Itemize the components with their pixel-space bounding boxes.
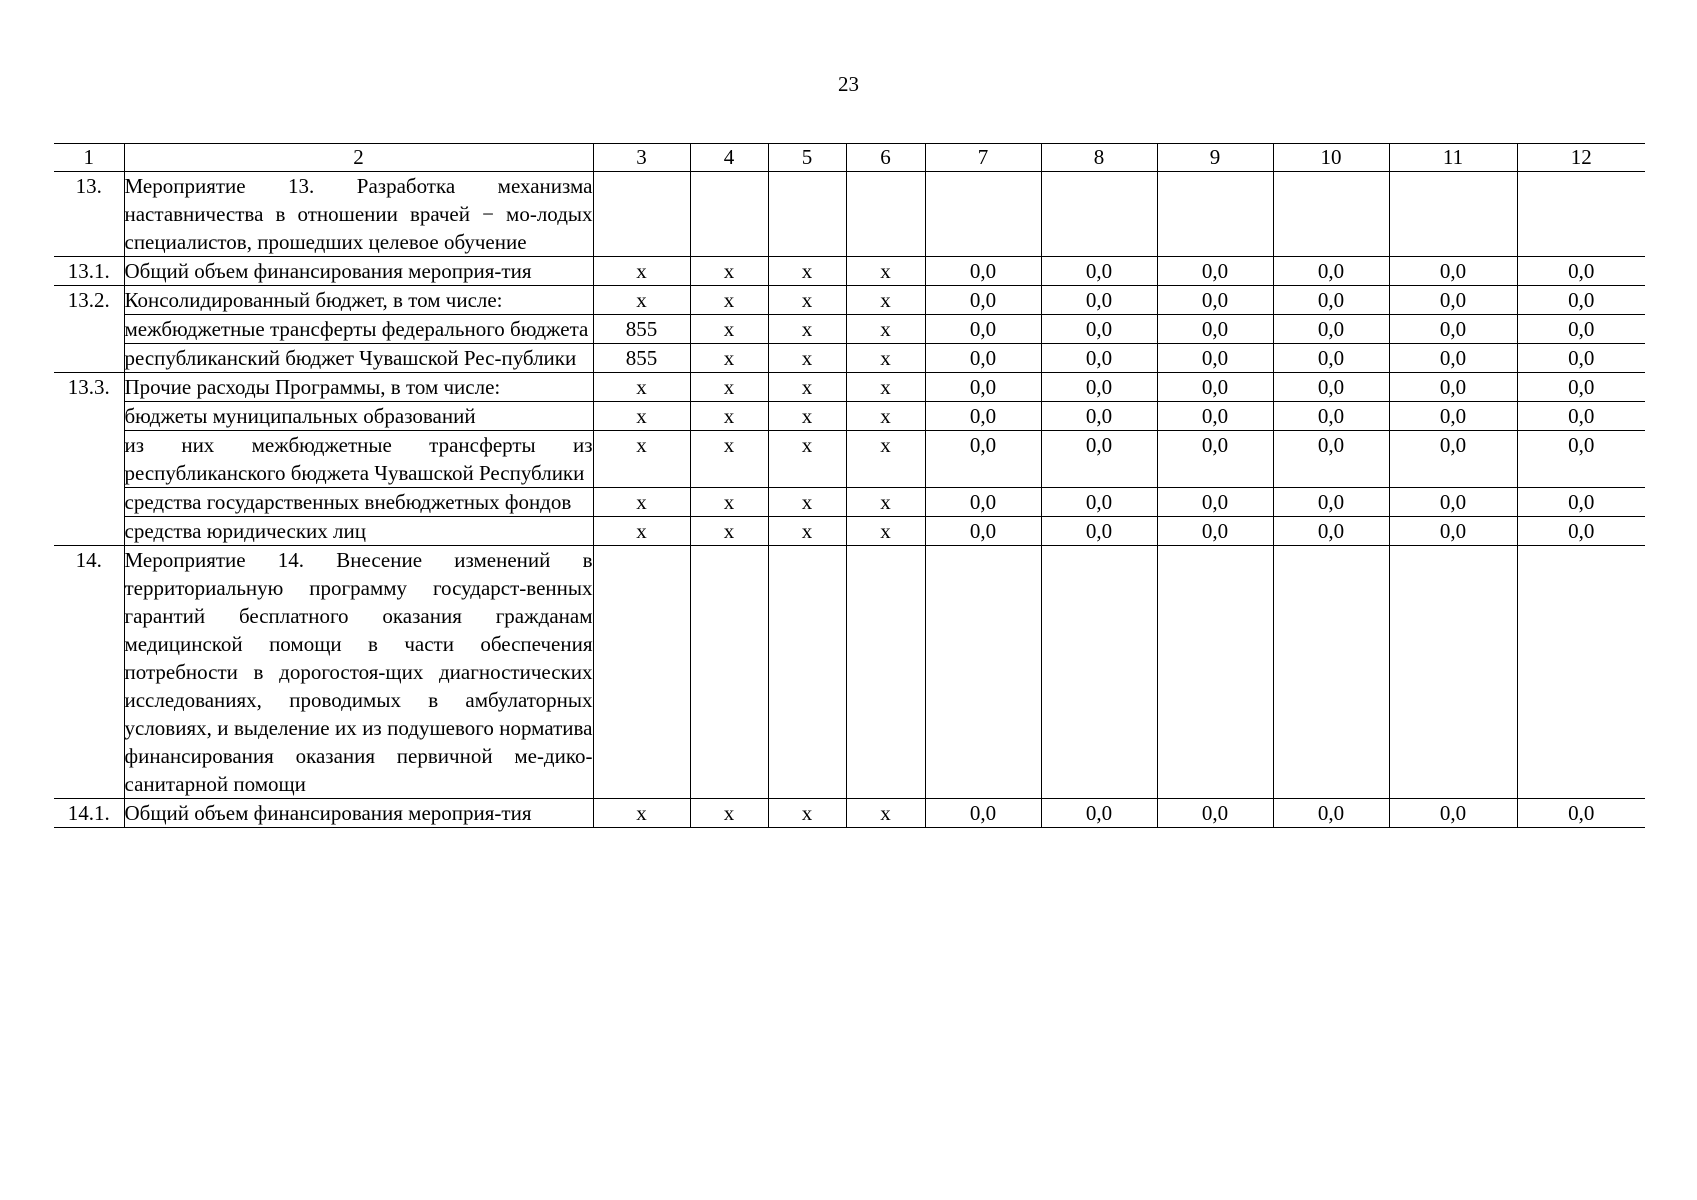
value-cell [593,546,690,799]
value-cell: х [846,286,925,315]
value-cell: 0,0 [925,315,1041,344]
table-row [54,315,1645,344]
table-row [54,402,1645,431]
value-cell [1389,172,1517,257]
value-cell: 0,0 [1273,799,1389,828]
value-cell: х [593,431,690,488]
row-description: Общий объем финансирования мероприя-тия [124,799,593,828]
value-cell: х [768,517,846,546]
budget-table [54,143,1645,828]
table-row [54,257,1645,286]
value-cell [768,172,846,257]
value-cell: х [593,402,690,431]
row-number [54,517,124,546]
value-cell: 0,0 [1517,257,1645,286]
value-cell: 0,0 [1273,344,1389,373]
value-cell: 0,0 [1041,286,1157,315]
row-number: 13.3. [54,373,124,402]
value-cell: х [846,488,925,517]
row-number [54,315,124,344]
value-cell: х [593,286,690,315]
value-cell [1157,172,1273,257]
page-number: 23 [838,72,859,96]
value-cell: 0,0 [925,431,1041,488]
value-cell: 0,0 [1157,488,1273,517]
value-cell [846,172,925,257]
value-cell: 0,0 [1041,431,1157,488]
header-cell: 11 [1389,144,1517,172]
value-cell: х [846,799,925,828]
row-number [54,431,124,488]
row-description: республиканский бюджет Чувашской Рес-публики [124,344,593,373]
value-cell: 0,0 [1517,517,1645,546]
value-cell: х [768,315,846,344]
value-cell: 0,0 [1041,799,1157,828]
value-cell: 0,0 [1041,344,1157,373]
row-description: Мероприятие 13. Разработка механизма наставничества в отношении врачей − мо-лодых специалистов, прошедших целевое обучение [124,172,593,257]
value-cell: 0,0 [1041,517,1157,546]
value-cell: х [690,402,768,431]
value-cell: х [593,799,690,828]
value-cell: 0,0 [925,799,1041,828]
value-cell: 0,0 [1517,431,1645,488]
value-cell: 0,0 [1041,402,1157,431]
value-cell: 0,0 [1389,286,1517,315]
table-row [54,286,1645,315]
value-cell [1517,172,1645,257]
value-cell [1041,546,1157,799]
row-number [54,488,124,517]
value-cell: х [768,257,846,286]
value-cell: х [768,431,846,488]
row-number [54,402,124,431]
header-cell: 1 [54,144,124,172]
value-cell: 0,0 [1273,315,1389,344]
value-cell [1273,172,1389,257]
value-cell: х [846,315,925,344]
row-description: из них межбюджетные трансферты из республиканского бюджета Чувашской Республики [124,431,593,488]
value-cell: 0,0 [1389,488,1517,517]
row-description: Прочие расходы Программы, в том числе: [124,373,593,402]
value-cell: 0,0 [1273,517,1389,546]
row-number: 13.2. [54,286,124,315]
value-cell [1273,546,1389,799]
header-cell: 4 [690,144,768,172]
value-cell [1389,546,1517,799]
value-cell: 0,0 [1389,517,1517,546]
value-cell: 0,0 [1157,799,1273,828]
value-cell: х [690,344,768,373]
value-cell: х [768,402,846,431]
value-cell: 0,0 [1389,315,1517,344]
row-number: 13. [54,172,124,257]
row-description: средства юридических лиц [124,517,593,546]
value-cell: х [593,257,690,286]
value-cell: х [690,373,768,402]
value-cell [1157,546,1273,799]
value-cell: х [846,373,925,402]
value-cell: 0,0 [925,517,1041,546]
value-cell: 855 [593,315,690,344]
value-cell: 0,0 [1041,315,1157,344]
value-cell [1517,546,1645,799]
row-number: 13.1. [54,257,124,286]
row-number: 14.1. [54,799,124,828]
value-cell: 0,0 [1157,517,1273,546]
row-number [54,344,124,373]
value-cell: х [690,286,768,315]
value-cell: 0,0 [1157,402,1273,431]
value-cell [593,172,690,257]
value-cell: 0,0 [1273,488,1389,517]
value-cell: 0,0 [1041,373,1157,402]
value-cell: 0,0 [1389,373,1517,402]
value-cell [1041,172,1157,257]
value-cell: 0,0 [925,344,1041,373]
value-cell: 0,0 [1389,431,1517,488]
table-row [54,172,1645,257]
value-cell: 0,0 [1517,286,1645,315]
value-cell: 0,0 [925,373,1041,402]
value-cell [768,546,846,799]
value-cell: х [690,431,768,488]
value-cell: 0,0 [1517,344,1645,373]
value-cell: 0,0 [1041,257,1157,286]
value-cell: х [768,286,846,315]
value-cell: 0,0 [1517,315,1645,344]
value-cell: 0,0 [1157,344,1273,373]
table-row [54,373,1645,402]
value-cell: х [690,315,768,344]
row-description: Общий объем финансирования мероприя-тия [124,257,593,286]
row-description: Мероприятие 14. Внесение изменений в территориальную программу государст-венных гарантий бесплатного оказания гражданам медицинской помощи в части обеспечения потребности в дорогостоя-щих диагностических исследованиях, проводимых в амбулаторных условиях, и выделение их из подушевого норматива финансирования оказания первичной ме-дико-санитарной помощи [124,546,593,799]
row-description: Консолидированный бюджет, в том числе: [124,286,593,315]
value-cell: х [768,373,846,402]
value-cell: 0,0 [1273,257,1389,286]
value-cell: 0,0 [1389,344,1517,373]
table-row [54,431,1645,488]
header-cell: 10 [1273,144,1389,172]
value-cell: 0,0 [1389,402,1517,431]
value-cell: 855 [593,344,690,373]
header-row [54,144,1645,172]
value-cell: х [690,488,768,517]
value-cell: 0,0 [1157,257,1273,286]
value-cell: х [768,488,846,517]
value-cell [690,546,768,799]
value-cell: х [690,517,768,546]
value-cell: 0,0 [1041,488,1157,517]
header-cell: 2 [124,144,593,172]
value-cell: х [593,488,690,517]
header-cell: 6 [846,144,925,172]
value-cell [925,172,1041,257]
value-cell: х [593,373,690,402]
table-row [54,517,1645,546]
value-cell: 0,0 [1157,286,1273,315]
value-cell: 0,0 [1517,488,1645,517]
value-cell: 0,0 [925,286,1041,315]
value-cell: х [846,344,925,373]
value-cell: х [768,799,846,828]
value-cell: 0,0 [1389,799,1517,828]
value-cell: 0,0 [1389,257,1517,286]
value-cell [846,546,925,799]
value-cell: х [690,799,768,828]
header-cell: 5 [768,144,846,172]
value-cell: 0,0 [1157,315,1273,344]
value-cell: х [846,431,925,488]
row-description: средства государственных внебюджетных фондов [124,488,593,517]
value-cell: х [768,344,846,373]
value-cell: 0,0 [925,257,1041,286]
row-description: бюджеты муниципальных образований [124,402,593,431]
value-cell: 0,0 [1517,799,1645,828]
value-cell: 0,0 [1157,373,1273,402]
header-cell: 7 [925,144,1041,172]
header-cell: 12 [1517,144,1645,172]
row-description: межбюджетные трансферты федерального бюджета [124,315,593,344]
value-cell: 0,0 [1273,286,1389,315]
header-cell: 3 [593,144,690,172]
value-cell: 0,0 [1157,431,1273,488]
value-cell: 0,0 [1273,431,1389,488]
header-cell: 8 [1041,144,1157,172]
table-row [54,488,1645,517]
value-cell: 0,0 [925,488,1041,517]
header-cell: 9 [1157,144,1273,172]
row-number: 14. [54,546,124,799]
value-cell: 0,0 [1273,402,1389,431]
value-cell: х [690,257,768,286]
value-cell: 0,0 [925,402,1041,431]
value-cell: 0,0 [1273,373,1389,402]
value-cell: 0,0 [1517,402,1645,431]
value-cell: х [846,517,925,546]
value-cell: 0,0 [1517,373,1645,402]
table-row [54,799,1645,828]
value-cell: х [846,257,925,286]
value-cell: х [593,517,690,546]
value-cell [925,546,1041,799]
value-cell [690,172,768,257]
table-row [54,344,1645,373]
table-row [54,546,1645,799]
value-cell: х [846,402,925,431]
